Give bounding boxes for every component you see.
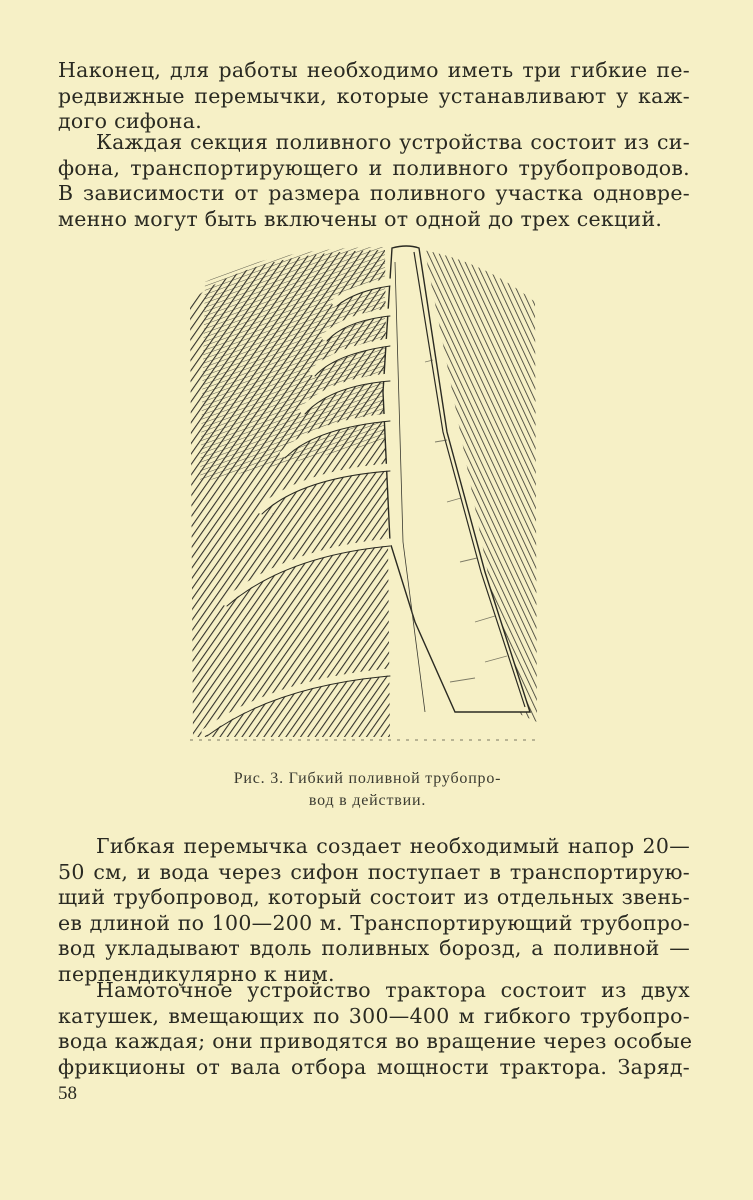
text-line: Каждая секция поливного устройства состоит из си- — [96, 130, 690, 154]
text-line: В зависимости от размера поливного участка одновре- — [58, 181, 690, 205]
text-line: дого сифона. — [58, 109, 203, 133]
text-line: 50 см, и вода через сифон поступает в транспортирую- — [58, 859, 690, 884]
text-line: фона, транспортирующего и поливного трубопроводов. — [58, 155, 690, 180]
caption-line: Рис. 3. Гибкий поливной трубопро- — [233, 770, 502, 787]
text-line: катушек, вмещающих по 300—400 м гибкого трубопро- — [58, 1003, 690, 1028]
text-line: Наконец, для работы необходимо иметь три гибкие пе- — [58, 58, 690, 82]
paragraph-2 — [58, 130, 690, 232]
figure-caption — [190, 768, 545, 812]
caption-line: вод в действии. — [308, 792, 427, 809]
paragraph-4 — [58, 978, 693, 1080]
text-line: вод укладывают вдоль поливных борозд, а поливной — — [58, 936, 690, 960]
text-line: вода каждая; они приводятся во вращение через особые — [58, 1029, 693, 1053]
text-line: щий трубопровод, который состоит из отдельных звень- — [58, 885, 690, 909]
page-number: 58 — [58, 1083, 77, 1104]
irrigation-pipe-illustration — [185, 242, 541, 747]
paragraph-1 — [58, 58, 690, 135]
text-line: редвижные перемычки, которые устанавливают у каж- — [58, 83, 690, 108]
text-line: ев длиной по 100—200 м. Транспортирующий трубопро- — [58, 910, 690, 935]
text-line: Гибкая перемычка создает необходимый напор 20— — [96, 834, 690, 858]
text-line: фрикционы от вала отбора мощности трактора. Заряд- — [58, 1054, 690, 1079]
text-line: Намоточное устройство трактора состоит из двух — [96, 978, 690, 1002]
paragraph-3 — [58, 834, 690, 987]
text-line: менно могут быть включены от одной до трех секций. — [58, 206, 663, 231]
text-line: перпендикулярно к ним. — [58, 961, 335, 986]
